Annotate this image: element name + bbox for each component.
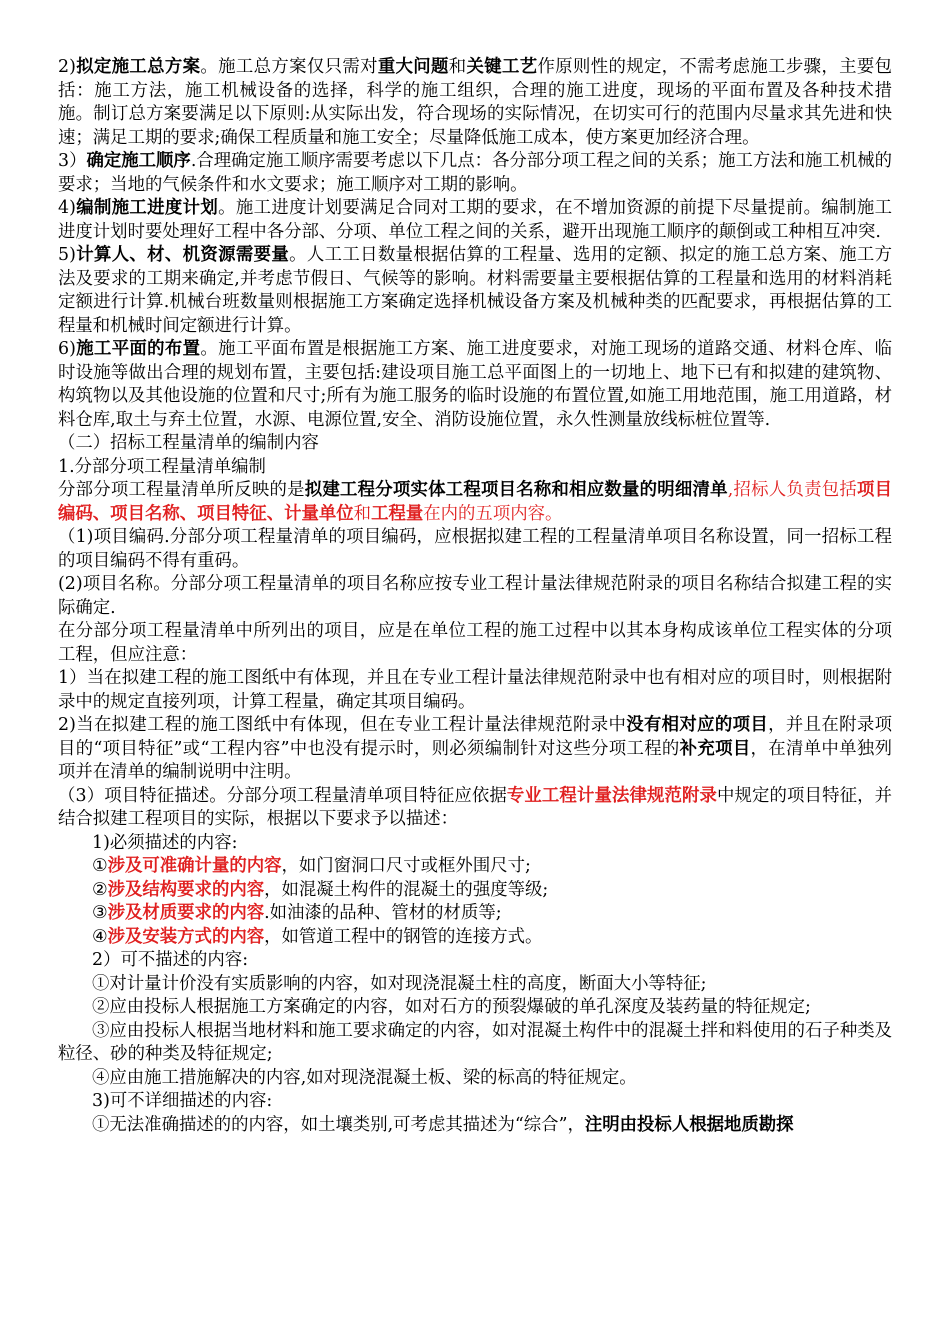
text-run: 5) [58, 245, 76, 265]
text-run: ④ [92, 926, 108, 947]
paragraph [58, 902, 892, 926]
text-run: ，并且在附录项目的“项目特征”或“工程内容”中也没有提示时，则必须编制针对这些分项工程的 [58, 715, 892, 759]
paragraph [58, 1020, 892, 1067]
text-run: 确定施工顺序 [86, 151, 191, 171]
text-run: 注明由投标人根据地质勘探 [584, 1114, 794, 1135]
text-run: ,招标人负责包括 [727, 480, 857, 500]
paragraph [58, 926, 892, 950]
paragraph [58, 338, 892, 432]
paragraph [58, 996, 892, 1020]
text-run: ，在清单中单独列项并在清单的编制说明中注明。 [58, 738, 892, 782]
text-run: 2)当在拟建工程的施工图纸中有体现，但在专业工程计量法律规范附录中 [58, 715, 627, 735]
text-run: ，如混凝土构件的混凝土的强度等级; [264, 879, 549, 900]
text-run: 。施工总方案仅只需对 [200, 57, 378, 77]
text-run: 计算人、材、机资源需要量 [75, 245, 290, 265]
paragraph [58, 949, 892, 973]
text-run: ④应由施工措施解决的内容,如对现浇混凝土板、梁的标高的特征规定。 [92, 1067, 637, 1088]
text-run: 编制施工进度计划 [75, 198, 219, 218]
paragraph [58, 1067, 892, 1091]
paragraph [58, 456, 892, 480]
text-run: 3） [58, 151, 87, 171]
text-run: ①对计量计价没有实质影响的内容，如对现浇混凝土柱的高度，断面大小等特征; [92, 973, 707, 994]
text-run: 4) [58, 198, 76, 218]
paragraph [58, 832, 892, 856]
paragraph [58, 197, 892, 244]
paragraph [58, 526, 892, 573]
text-run: （二）招标工程量清单的编制内容 [58, 433, 319, 453]
text-run: 作原则性的规定，不需考虑施工步骤，主要包括：施工方法，施工机械设备的选择，科学的施工组织，合理的施工进度，现场的平面布置及各种技术措施。制订总方案要满足以下原则:从实际出发，符合现场的实际情况，在切实可行的范围内尽量求其先进和快速；满足工期的要求;确保工程质量和施工安全；尽量降低施工成本，使方案更加经济合理。 [58, 57, 892, 148]
text-run: 和 [353, 503, 372, 524]
paragraph [58, 785, 892, 832]
text-run: ① [92, 856, 108, 876]
text-run: .合理确定施工顺序需要考虑以下几点：各分部分项工程之间的关系；施工方法和施工机械的要求；当地的气候条件和水文要求；施工顺序对工期的影响。 [58, 151, 892, 195]
text-run: 和 [448, 57, 467, 77]
text-run: 。施工平面布置是根据施工方案、施工进度要求，对施工现场的道路交通、材料仓库、临时设施等做出合理的规划布置，主要包括:建设项目施工总平面图上的一切地上、地下已有和拟建的建筑物、构筑物以及其他设施的位置和尺寸;所有为施工服务的临时设施的布置位置,如施工用地范围，施工用道路，材料仓库,取土与弃土位置，水源、电源位置,安全、消防设施位置，永久性测量放线标桩位置等. [58, 339, 892, 430]
text-run: 施工平面的布置 [75, 339, 201, 359]
paragraph [58, 667, 892, 714]
text-run: 涉及安装方式的内容 [107, 926, 265, 947]
paragraph [58, 879, 892, 903]
paragraph [58, 1114, 892, 1138]
paragraph [58, 432, 892, 456]
text-run: 重大问题 [377, 57, 449, 77]
text-run: 1)必须描述的内容: [92, 832, 238, 853]
text-run: ，如门窗洞口尺寸或框外围尺寸; [281, 856, 531, 876]
text-run: 1.分部分项工程量清单编制 [58, 456, 266, 477]
text-run: ② [92, 879, 108, 900]
text-run: ①无法准确描述的的内容，如土壤类别,可考虑其描述为“综合”， [92, 1114, 585, 1135]
paragraph [58, 479, 892, 526]
text-run: 6) [58, 339, 76, 359]
text-run: ，如管道工程中的钢管的连接方式。 [264, 926, 543, 947]
paragraph [58, 56, 892, 150]
text-run: 工程量 [371, 503, 424, 524]
text-run: 没有相对应的项目 [626, 715, 769, 735]
paragraph [58, 973, 892, 997]
text-run: 涉及材质要求的内容 [107, 903, 265, 923]
text-run: 中规定的项目特征，并结合拟建工程项目的实际，根据以下要求予以描述： [58, 785, 892, 829]
text-run: 项目编码、项目名称、项目特征、计量单位 [58, 480, 892, 524]
text-run: 关键工艺 [466, 57, 538, 77]
paragraph [58, 1090, 892, 1114]
paragraph [58, 150, 892, 197]
text-run: 涉及结构要求的内容 [107, 879, 265, 900]
paragraph [58, 573, 892, 620]
paragraph [58, 714, 892, 785]
paragraph [58, 244, 892, 338]
text-run: 2) [58, 57, 76, 77]
text-run: 拟建工程分项实体工程项目名称和相应数量的明细清单 [304, 480, 728, 500]
text-run: 拟定施工总方案 [75, 57, 201, 77]
text-run: (2)项目名称。分部分项工程量清单的项目名称应按专业工程计量法律规范附录的项目名称结合拟建工程的实际确定. [58, 574, 892, 618]
text-run: （3）项目特征描述。分部分项工程量清单项目特征应依据 [58, 785, 507, 806]
text-run: 涉及可准确计量的内容 [107, 856, 282, 876]
text-run: 分部分项工程量清单所反映的是 [58, 480, 305, 500]
paragraph [58, 855, 892, 879]
text-run: 专业工程计量法律规范附录 [506, 785, 718, 806]
text-run: （1)项目编码.分部分项工程量清单的项目编码，应根据拟建工程的工程量清单项目名称设置，同一招标工程的项目编码不得有重码。 [58, 527, 892, 571]
text-run: 在内的五项内容。 [423, 503, 563, 524]
text-run: 。施工进度计划要满足合同对工期的要求，在不增加资源的前提下尽量提前。编制施工进度计划时要处理好工程中各分部、分项、单位工程之间的关系，避开出现施工顺序的颠倒或工种相互冲突. [58, 198, 892, 242]
text-run: .如油漆的品种、管材的材质等; [264, 903, 502, 923]
text-run: 在分部分项工程量清单中所列出的项目，应是在单位工程的施工过程中以其本身构成该单位工程实体的分项工程，但应注意： [58, 621, 892, 665]
text-run: ③ [92, 903, 108, 923]
text-run: 2）可不描述的内容: [92, 950, 249, 970]
text-run: 补充项目 [679, 738, 751, 759]
paragraph [58, 620, 892, 667]
text-run: ②应由投标人根据施工方案确定的内容，如对石方的预裂爆破的单孔深度及装药量的特征规定; [92, 997, 811, 1017]
text-run: 3)可不详细描述的内容: [92, 1091, 273, 1111]
text-run: ③应由投标人根据当地材料和施工要求确定的内容，如对混凝土构件中的混凝土拌和料使用的石子种类及粒径、砂的种类及特征规定; [58, 1020, 892, 1064]
text-run: 。人工工日数量根据估算的工程量、选用的定额、拟定的施工总方案、施工方法及要求的工期来确定,并考虑节假日、气候等的影响。材料需要量主要根据估算的工程量和选用的材料消耗定额进行计算.机械台班数量则根据施工方案确定选择机械设备方案及机械种类的匹配要求，再根据估算的工程量和机械时间定额进行计算。 [58, 245, 892, 336]
text-run: 1）当在拟建工程的施工图纸中有体现，并且在专业工程计量法律规范附录中也有相对应的项目时，则根据附录中的规定直接列项，计算工程量，确定其项目编码。 [58, 668, 892, 712]
